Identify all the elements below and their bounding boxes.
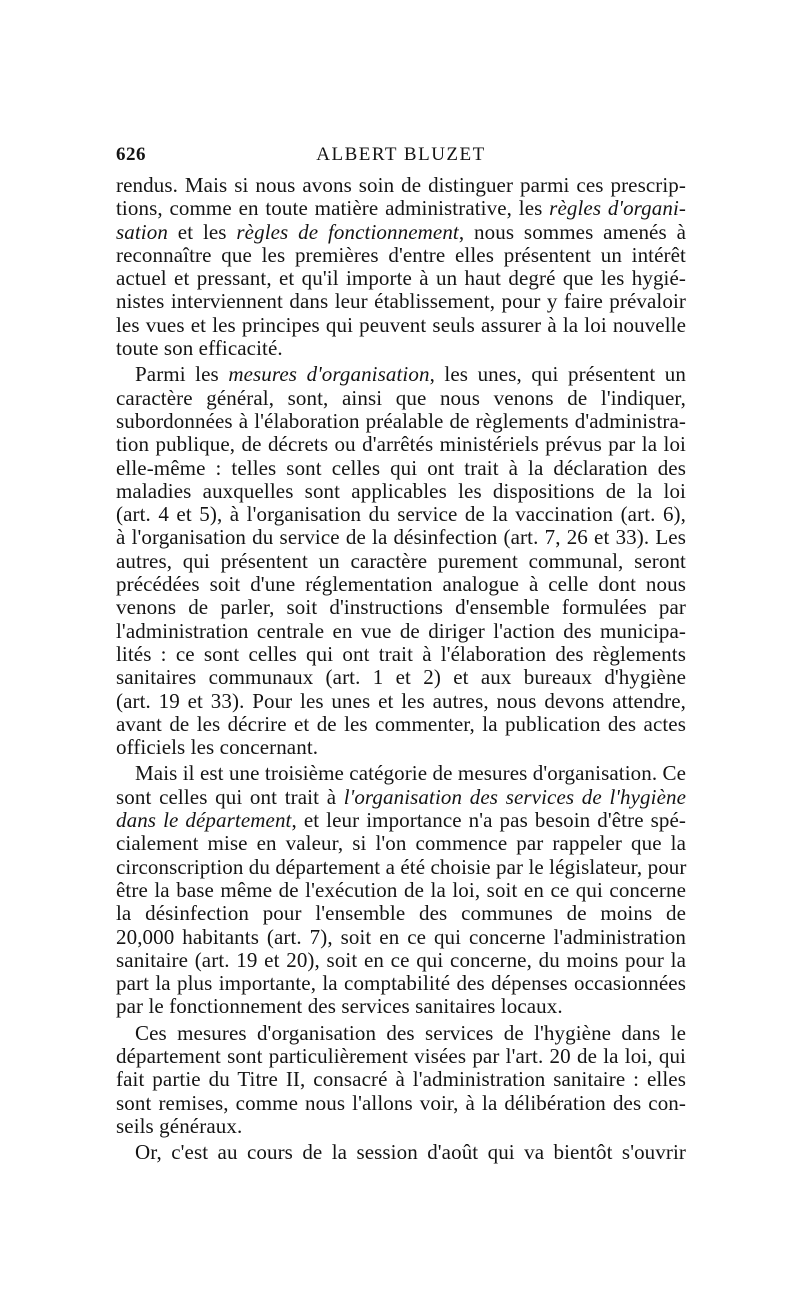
paragraph bbox=[116, 762, 686, 1018]
text-run: fait partie du Titre II, consacré à l'administration sanitaire : elles bbox=[116, 1067, 686, 1092]
text-line bbox=[116, 832, 686, 855]
text-line bbox=[116, 949, 686, 972]
text-run: rendus. Mais si nous avons soin de distinguer parmi ces prescrip- bbox=[116, 173, 686, 197]
text-run: les vues et les principes qui peuvent seuls assurer à la loi nouvelle bbox=[116, 312, 686, 337]
text-run: l'administration centrale en vue de diriger l'action des municipa- bbox=[116, 618, 686, 643]
text-line bbox=[116, 573, 686, 596]
paragraph bbox=[116, 174, 686, 360]
text-line bbox=[116, 221, 686, 244]
text-run: , nous sommes amenés à bbox=[458, 219, 686, 244]
text-line bbox=[116, 197, 686, 220]
text-line bbox=[116, 1115, 686, 1138]
page-number: 626 bbox=[116, 144, 146, 165]
running-head: ALBERT BLUZET bbox=[316, 144, 486, 165]
body-text bbox=[116, 174, 686, 1164]
text-run: officiels les concernant. bbox=[116, 735, 319, 760]
text-run: elle-même : telles sont celles qui ont trait à la déclaration des bbox=[116, 455, 686, 480]
text-run: , et leur importance n'a pas besoin d'être spé- bbox=[291, 808, 686, 833]
paragraph bbox=[116, 1141, 686, 1164]
text-run: venons de parler, soit d'instructions d'ensemble formulées par bbox=[116, 595, 686, 620]
italic-phrase: dans le département bbox=[116, 808, 292, 833]
text-run: sanitaires communaux (art. 1 et 2) et aux bureaux d'hygiène bbox=[116, 665, 686, 690]
text-run: actuel et pressant, et qu'il importe à un haut degré que les hygié- bbox=[116, 266, 686, 291]
text-run: (art. 4 et 5), à l'organisation du service de la vaccination (art. 6), bbox=[116, 502, 686, 527]
paragraph bbox=[116, 363, 686, 759]
text-line bbox=[116, 526, 686, 549]
text-run: autres, qui présentent un caractère purement communal, seront bbox=[116, 548, 686, 573]
italic-phrase: règles de fonctionnement bbox=[236, 219, 459, 244]
text-run: nistes interviennent dans leur établissement, pour y faire prévaloir bbox=[116, 289, 686, 314]
page-header bbox=[116, 144, 686, 170]
text-run: département sont particulièrement visées par l'art. 20 de la loi, qui bbox=[116, 1043, 686, 1068]
text-run: avant de les décrire et de les commenter, la publication des actes bbox=[116, 711, 686, 736]
text-run: Parmi les bbox=[135, 362, 229, 387]
text-line bbox=[116, 503, 686, 526]
text-line bbox=[116, 972, 686, 995]
text-line bbox=[116, 363, 686, 386]
italic-phrase: sation bbox=[116, 219, 168, 244]
text-line bbox=[116, 879, 686, 902]
text-run: , les unes, qui présentent un bbox=[429, 362, 686, 387]
text-run: reconnaître que les premières d'entre elles présentent un intérêt bbox=[116, 242, 686, 267]
text-run: maladies auxquelles sont applicables les dispositions de la loi bbox=[116, 478, 686, 503]
text-run: par le fonctionnement des services sanitaires locaux. bbox=[116, 994, 563, 1019]
text-run: circonscription du département a été choisie par le législateur, pour bbox=[116, 854, 687, 879]
text-run: seils généraux. bbox=[116, 1113, 243, 1138]
text-run: Or, c'est au cours de la session d'août qui va bientôt s'ouvrir bbox=[135, 1140, 686, 1165]
text-line bbox=[116, 786, 686, 809]
text-run: à l'organisation du service de la désinfection (art. 7, 26 et 33). Les bbox=[116, 525, 686, 550]
text-line bbox=[116, 690, 686, 713]
text-run: et les bbox=[167, 219, 237, 244]
text-line bbox=[116, 643, 686, 666]
text-run: tions, comme en toute matière administrative, les bbox=[116, 196, 550, 221]
text-line bbox=[116, 1092, 686, 1115]
text-line bbox=[116, 244, 686, 267]
text-run: sanitaire (art. 19 et 20), soit en ce qui concerne, du moins pour la bbox=[116, 947, 686, 972]
text-line bbox=[116, 290, 686, 313]
text-line bbox=[116, 762, 686, 785]
text-run: précédées soit d'une réglementation analogue à celle dont nous bbox=[116, 572, 686, 597]
text-line bbox=[116, 926, 686, 949]
text-line bbox=[116, 1068, 686, 1091]
text-run: (art. 19 et 33). Pour les unes et les autres, nous devons attendre, bbox=[116, 688, 686, 713]
text-line bbox=[116, 1045, 686, 1068]
text-line bbox=[116, 666, 686, 689]
text-line bbox=[116, 809, 686, 832]
italic-phrase: l'organisation des services de l'hygiène bbox=[343, 784, 687, 809]
text-line bbox=[116, 480, 686, 503]
text-run: Ces mesures d'organisation des services de l'hygiène dans le bbox=[135, 1020, 686, 1045]
text-line bbox=[116, 410, 686, 433]
text-run: toute son efficacité. bbox=[116, 336, 283, 361]
text-line bbox=[116, 713, 686, 736]
text-run: subordonnées à l'élaboration préalable de règlements d'administra- bbox=[116, 408, 686, 433]
text-run: cialement mise en valeur, si l'on commence par rappeler que la bbox=[116, 831, 686, 856]
text-line bbox=[116, 620, 686, 643]
text-run: la désinfection pour l'ensemble des communes de moins de bbox=[116, 901, 686, 926]
italic-phrase: règles d'organi- bbox=[549, 196, 686, 221]
text-run: Mais il est une troisième catégorie de mesures d'organisation. Ce bbox=[135, 761, 687, 786]
text-run: sont celles qui ont trait à bbox=[116, 784, 344, 809]
text-line bbox=[116, 174, 686, 197]
text-line bbox=[116, 550, 686, 573]
text-line bbox=[116, 1141, 686, 1164]
text-run: caractère général, sont, ainsi que nous venons de l'indiquer, bbox=[116, 385, 686, 410]
italic-phrase: mesures d'organisation bbox=[228, 362, 430, 387]
text-run: tion publique, de décrets ou d'arrêtés ministériels prévus par la loi bbox=[116, 432, 686, 457]
paragraph bbox=[116, 1022, 686, 1138]
text-line bbox=[116, 736, 686, 759]
text-run: 20,000 habitants (art. 7), soit en ce qui concerne l'administration bbox=[116, 924, 686, 949]
text-line bbox=[116, 1022, 686, 1045]
text-line bbox=[116, 457, 686, 480]
text-run: être la base même de l'exécution de la loi, soit en ce qui concerne bbox=[116, 877, 686, 902]
text-line bbox=[116, 433, 686, 456]
text-line bbox=[116, 596, 686, 619]
text-line bbox=[116, 995, 686, 1018]
text-run: part la plus importante, la comptabilité des dépenses occasionnées bbox=[116, 971, 686, 996]
text-line bbox=[116, 387, 686, 410]
text-line bbox=[116, 314, 686, 337]
text-run: sont remises, comme nous l'allons voir, à la délibération des con- bbox=[116, 1090, 686, 1115]
text-line bbox=[116, 267, 686, 290]
text-line bbox=[116, 337, 686, 360]
text-line bbox=[116, 856, 686, 879]
text-line bbox=[116, 902, 686, 925]
text-run: lités : ce sont celles qui ont trait à l'élaboration des règlements bbox=[116, 641, 686, 666]
